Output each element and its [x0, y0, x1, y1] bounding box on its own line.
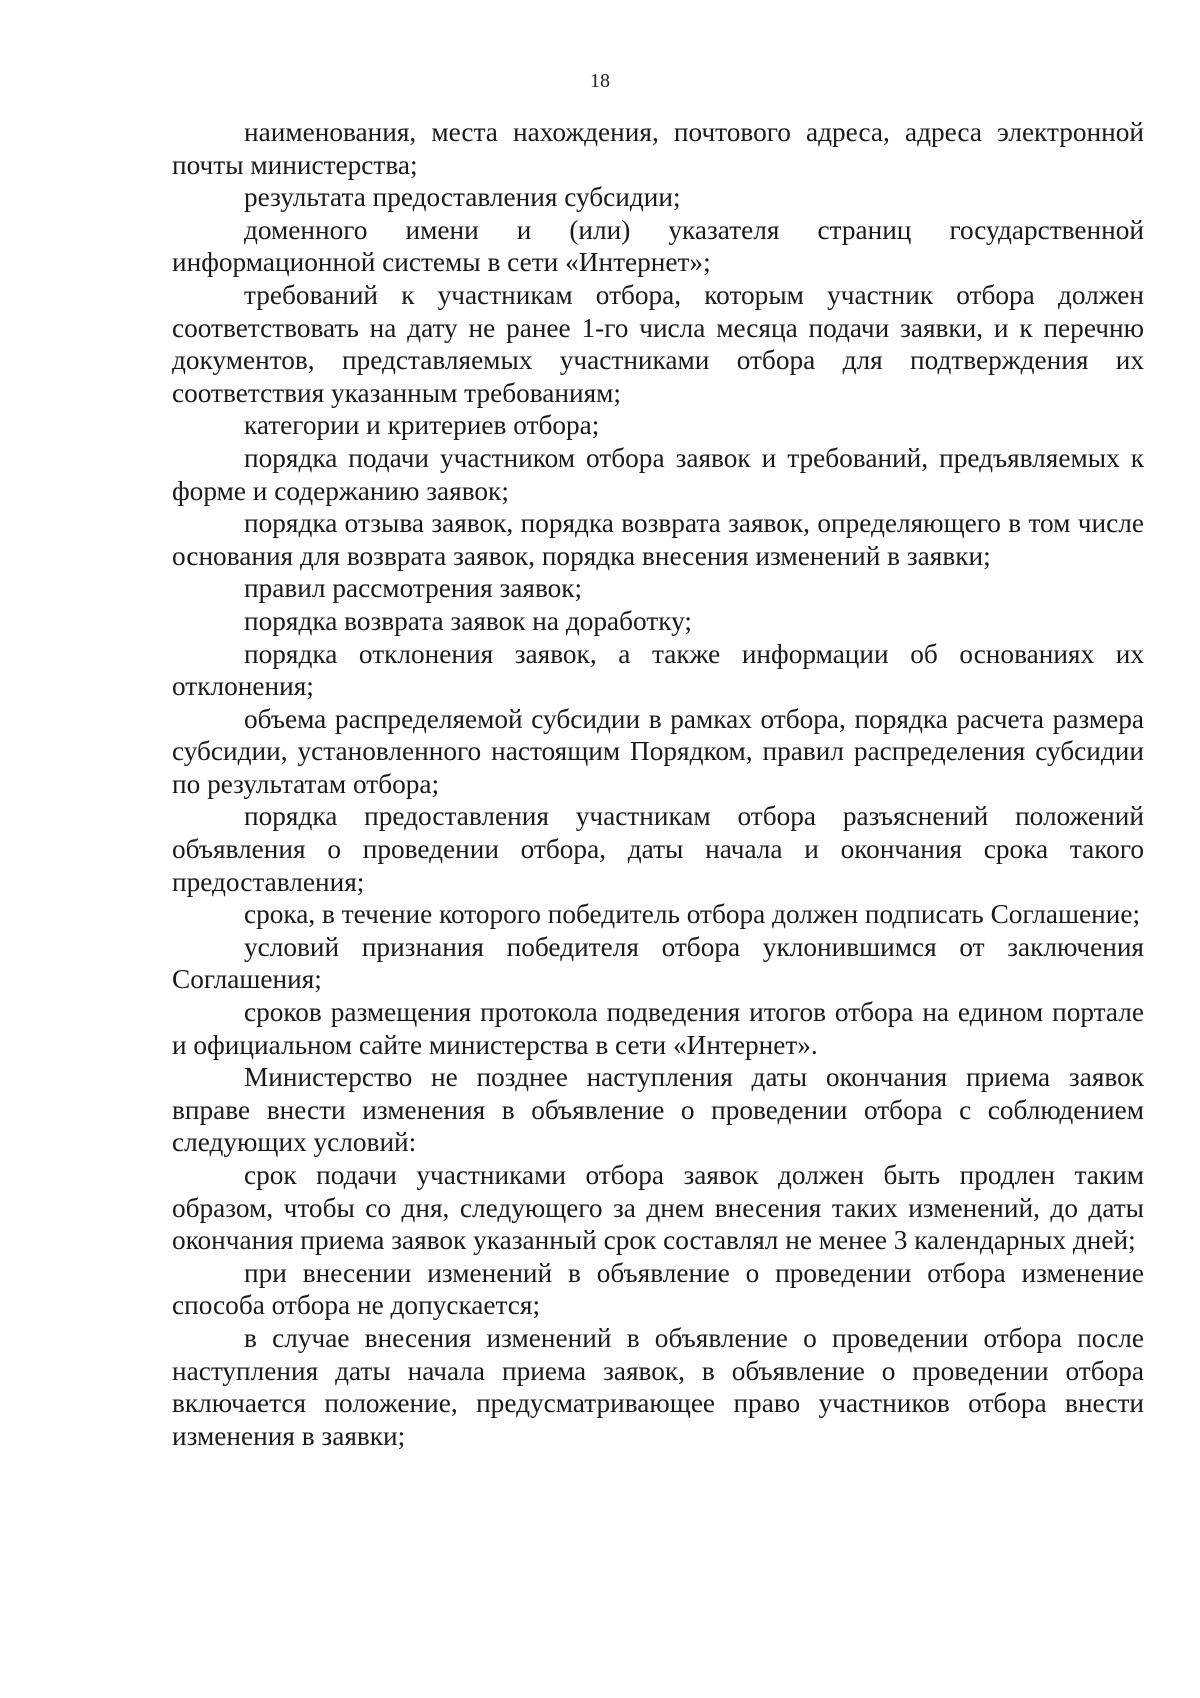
paragraph: наименования, места нахождения, почтового адреса, адреса электронной почты министерства; — [172, 117, 1144, 180]
paragraph: порядка возврата заявок на доработку; — [244, 605, 693, 636]
paragraph: условий признания победителя отбора уклонившимся от заключения Соглашения; — [172, 931, 1144, 995]
paragraph: доменного имени и (или) указателя страниц государственной информационной системы в сети «Интернет»; — [172, 214, 1144, 278]
paragraph: порядка подачи участником отбора заявок и требований, предъявляемых к форме и содержанию заявок; — [172, 442, 1144, 506]
paragraph: порядка отзыва заявок, порядка возврата заявок, определяющего в том числе основания для возврата заявок, порядка внесения изменений в заявки; — [172, 508, 1144, 571]
paragraph: Министерство не позднее наступления даты окончания приема заявок вправе внести изменения в объявление о проведении отбора с соблюдением следующих условий: — [172, 1062, 1144, 1158]
paragraph: срок подачи участниками отбора заявок должен быть продлен таким образом, чтобы со дня, следующего за днем внесения таких изменений, до даты окончания приема заявок указанный срок составлял не менее 3 календарных дней; — [172, 1160, 1144, 1256]
paragraph: результата предоставления субсидии; — [244, 182, 681, 213]
paragraph: правил рассмотрения заявок; — [244, 573, 583, 604]
paragraph: срока, в течение которого победитель отбора должен подписать Соглашение; — [244, 899, 1141, 930]
paragraph: требований к участникам отбора, которым участник отбора должен соответствовать на дату не ранее 1-го числа месяца подачи заявки, и к перечню документов, представляемых участниками отбора для подтверждения их соответствия указанным требованиям; — [172, 279, 1144, 408]
paragraph: при внесении изменений в объявление о проведении отбора изменение способа отбора не допускается; — [172, 1257, 1144, 1321]
paragraph: объема распределяемой субсидии в рамках отбора, порядка расчета размера субсидии, установленного настоящим Порядком, правил распределения субсидии по результатам отбора; — [172, 703, 1144, 799]
paragraph: в случае внесения изменений в объявление о проведении отбора после наступления даты начала приема заявок, в объявление о проведении отбора включается положение, предусматривающее право участников отбора внести изменения в заявки; — [172, 1322, 1144, 1451]
paragraph: порядка отклонения заявок, а также информации об основаниях их отклонения; — [172, 638, 1144, 702]
paragraph: порядка предоставления участникам отбора разъяснений положений объявления о проведении отбора, даты начала и окончания срока такого предоставления; — [172, 801, 1144, 897]
paragraph: сроков размещения протокола подведения итогов отбора на едином портале и официальном сайте министерства в сети «Интернет». — [172, 997, 1144, 1060]
document-body — [172, 116, 1144, 1452]
page-number: 18 — [590, 70, 610, 92]
paragraph: категории и критериев отбора; — [244, 410, 600, 441]
